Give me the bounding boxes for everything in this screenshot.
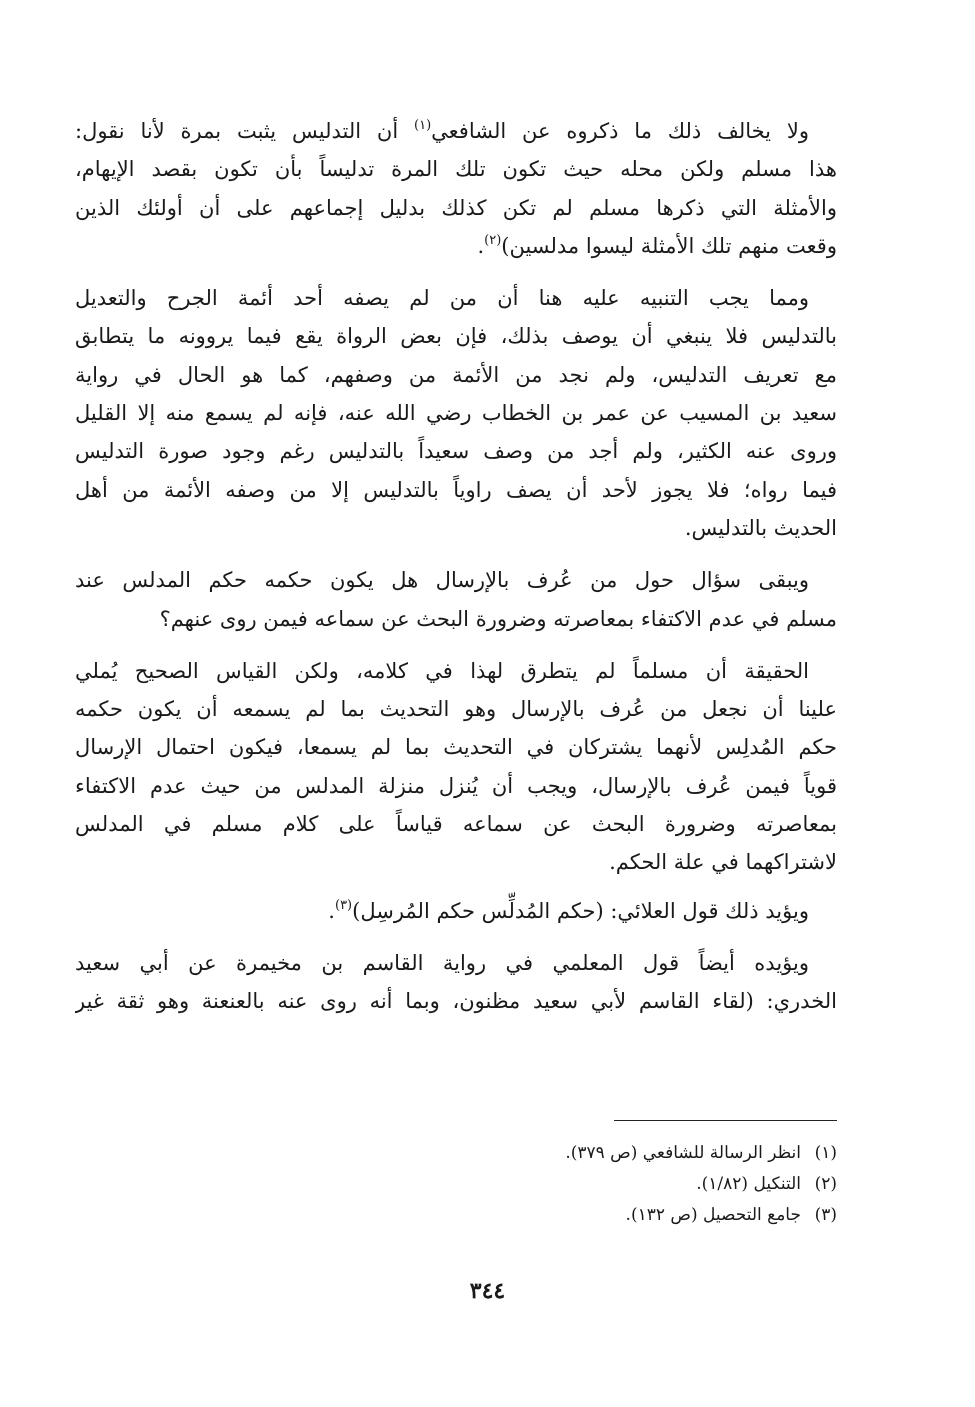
text-line: قوياً فيمن عُرف بالإرسال، ويجب أن يُنزل منزلة المدلس من حيث عدم الاكتفاء bbox=[75, 773, 837, 798]
text-line: الخدري: (لقاء القاسم لأبي سعيد مظنون، وبما أنه روى عنه بالعنعنة وهو ثقة غير bbox=[75, 989, 837, 1014]
paragraph-3 bbox=[75, 561, 837, 638]
text-line: بمعاصرته وضرورة البحث عن سماعه قياساً على كلام مسلم في المدلس bbox=[75, 812, 837, 837]
footnote-ref-2: (٢) bbox=[484, 232, 502, 248]
main-text bbox=[75, 112, 837, 1021]
footnote-text: التنكيل (١/٨٢). bbox=[696, 1174, 801, 1194]
paragraph-1 bbox=[75, 112, 837, 265]
text-line: سعيد بن المسيب عن عمر بن الخطاب رضي الله عنه، فإنه لم يسمع منه إلا القليل bbox=[75, 401, 837, 426]
footnote-number: (٢) bbox=[814, 1174, 837, 1194]
text-line: فيما رواه؛ فلا يجوز لأحد أن يصف راوياً بالتدليس إلا من وصفه الأئمة من أهل bbox=[75, 477, 837, 502]
footnote-number: (١) bbox=[814, 1143, 837, 1163]
text-line: والأمثلة التي ذكرها مسلم لم تكن كذلك بدليل إجماعهم على أن أولئك الذين bbox=[75, 195, 837, 220]
footnote-item bbox=[237, 1169, 837, 1200]
paragraph-2 bbox=[75, 279, 837, 547]
text-line: ويبقى سؤال حول من عُرف بالإرسال هل يكون حكمه حكم المدلس عند bbox=[75, 568, 809, 593]
footnote-item bbox=[237, 1200, 837, 1231]
text-line: لاشتراكهما في علة الحكم. bbox=[609, 850, 837, 875]
footnote-text: انظر الرسالة للشافعي (ص ٣٧٩). bbox=[565, 1143, 801, 1163]
text-line: ومما يجب التنبيه عليه هنا أن من لم يصفه أحد أئمة الجرح والتعديل bbox=[75, 286, 809, 311]
footnote-item bbox=[237, 1138, 837, 1169]
text-line: ويؤيد ذلك قول العلائي: (حكم المُدلِّس حكم المُرسِل)$^{(٣)}$. bbox=[328, 897, 809, 923]
text-line: ولا يخالف ذلك ما ذكروه عن الشافعي$^{(١)}$ أن التدليس يثبت بمرة لأنا نقول: bbox=[75, 118, 809, 143]
footnotes bbox=[237, 1138, 837, 1231]
paragraph-5 bbox=[75, 892, 837, 930]
text-line: ويؤيده أيضاً قول المعلمي في رواية القاسم بن مخيمرة عن أبي سعيد bbox=[75, 950, 809, 975]
text-line: هذا مسلم ولكن محله حيث تكون تلك المرة تدليساً بأن تكون بقصد الإيهام، bbox=[75, 157, 837, 182]
text-line: وقعت منهم تلك الأمثلة ليسوا مدلسين)$^{(٢)}$. bbox=[477, 232, 837, 258]
footnote-number: (٣) bbox=[814, 1205, 837, 1225]
text-line: مسلم في عدم الاكتفاء بمعاصرته وضرورة البحث عن سماعه فيمن روى عنهم؟ bbox=[159, 606, 837, 631]
page-number: ٣٤٤ bbox=[469, 1278, 506, 1304]
paragraph-6 bbox=[75, 944, 837, 1021]
footnote-ref-3: (٣) bbox=[334, 897, 353, 913]
footnote-ref-1: (١) bbox=[414, 118, 432, 133]
text-line: الحقيقة أن مسلماً لم يتطرق لهذا في كلامه، ولكن القياس الصحيح يُملي bbox=[75, 658, 809, 683]
footnote-separator bbox=[614, 1120, 837, 1121]
paragraph-4 bbox=[75, 652, 837, 882]
text-line: حكم المُدلِس لأنهما يشتركان في التحديث بما لم يسمعا، فيكون احتمال الإرسال bbox=[75, 735, 837, 760]
text-line: وروى عنه الكثير، ولم أجد من وصف سعيداً بالتدليس رغم وجود صورة التدليس bbox=[75, 439, 837, 464]
text-line: مع تعريف التدليس، ولم نجد من الأئمة من وصفهم، كما هو الحال في رواية bbox=[75, 362, 837, 387]
text-line: الحديث بالتدليس. bbox=[684, 515, 837, 540]
text-line: علينا أن نجعل من عُرف بالإرسال وهو التحديث بما لم يسمعه أن يكون حكمه bbox=[75, 697, 837, 722]
text-line: بالتدليس فلا ينبغي أن يوصف بذلك، فإن بعض الرواة يقع فيما يروونه ما يتطابق bbox=[75, 324, 837, 349]
footnote-text: جامع التحصيل (ص ١٣٢). bbox=[625, 1205, 801, 1225]
